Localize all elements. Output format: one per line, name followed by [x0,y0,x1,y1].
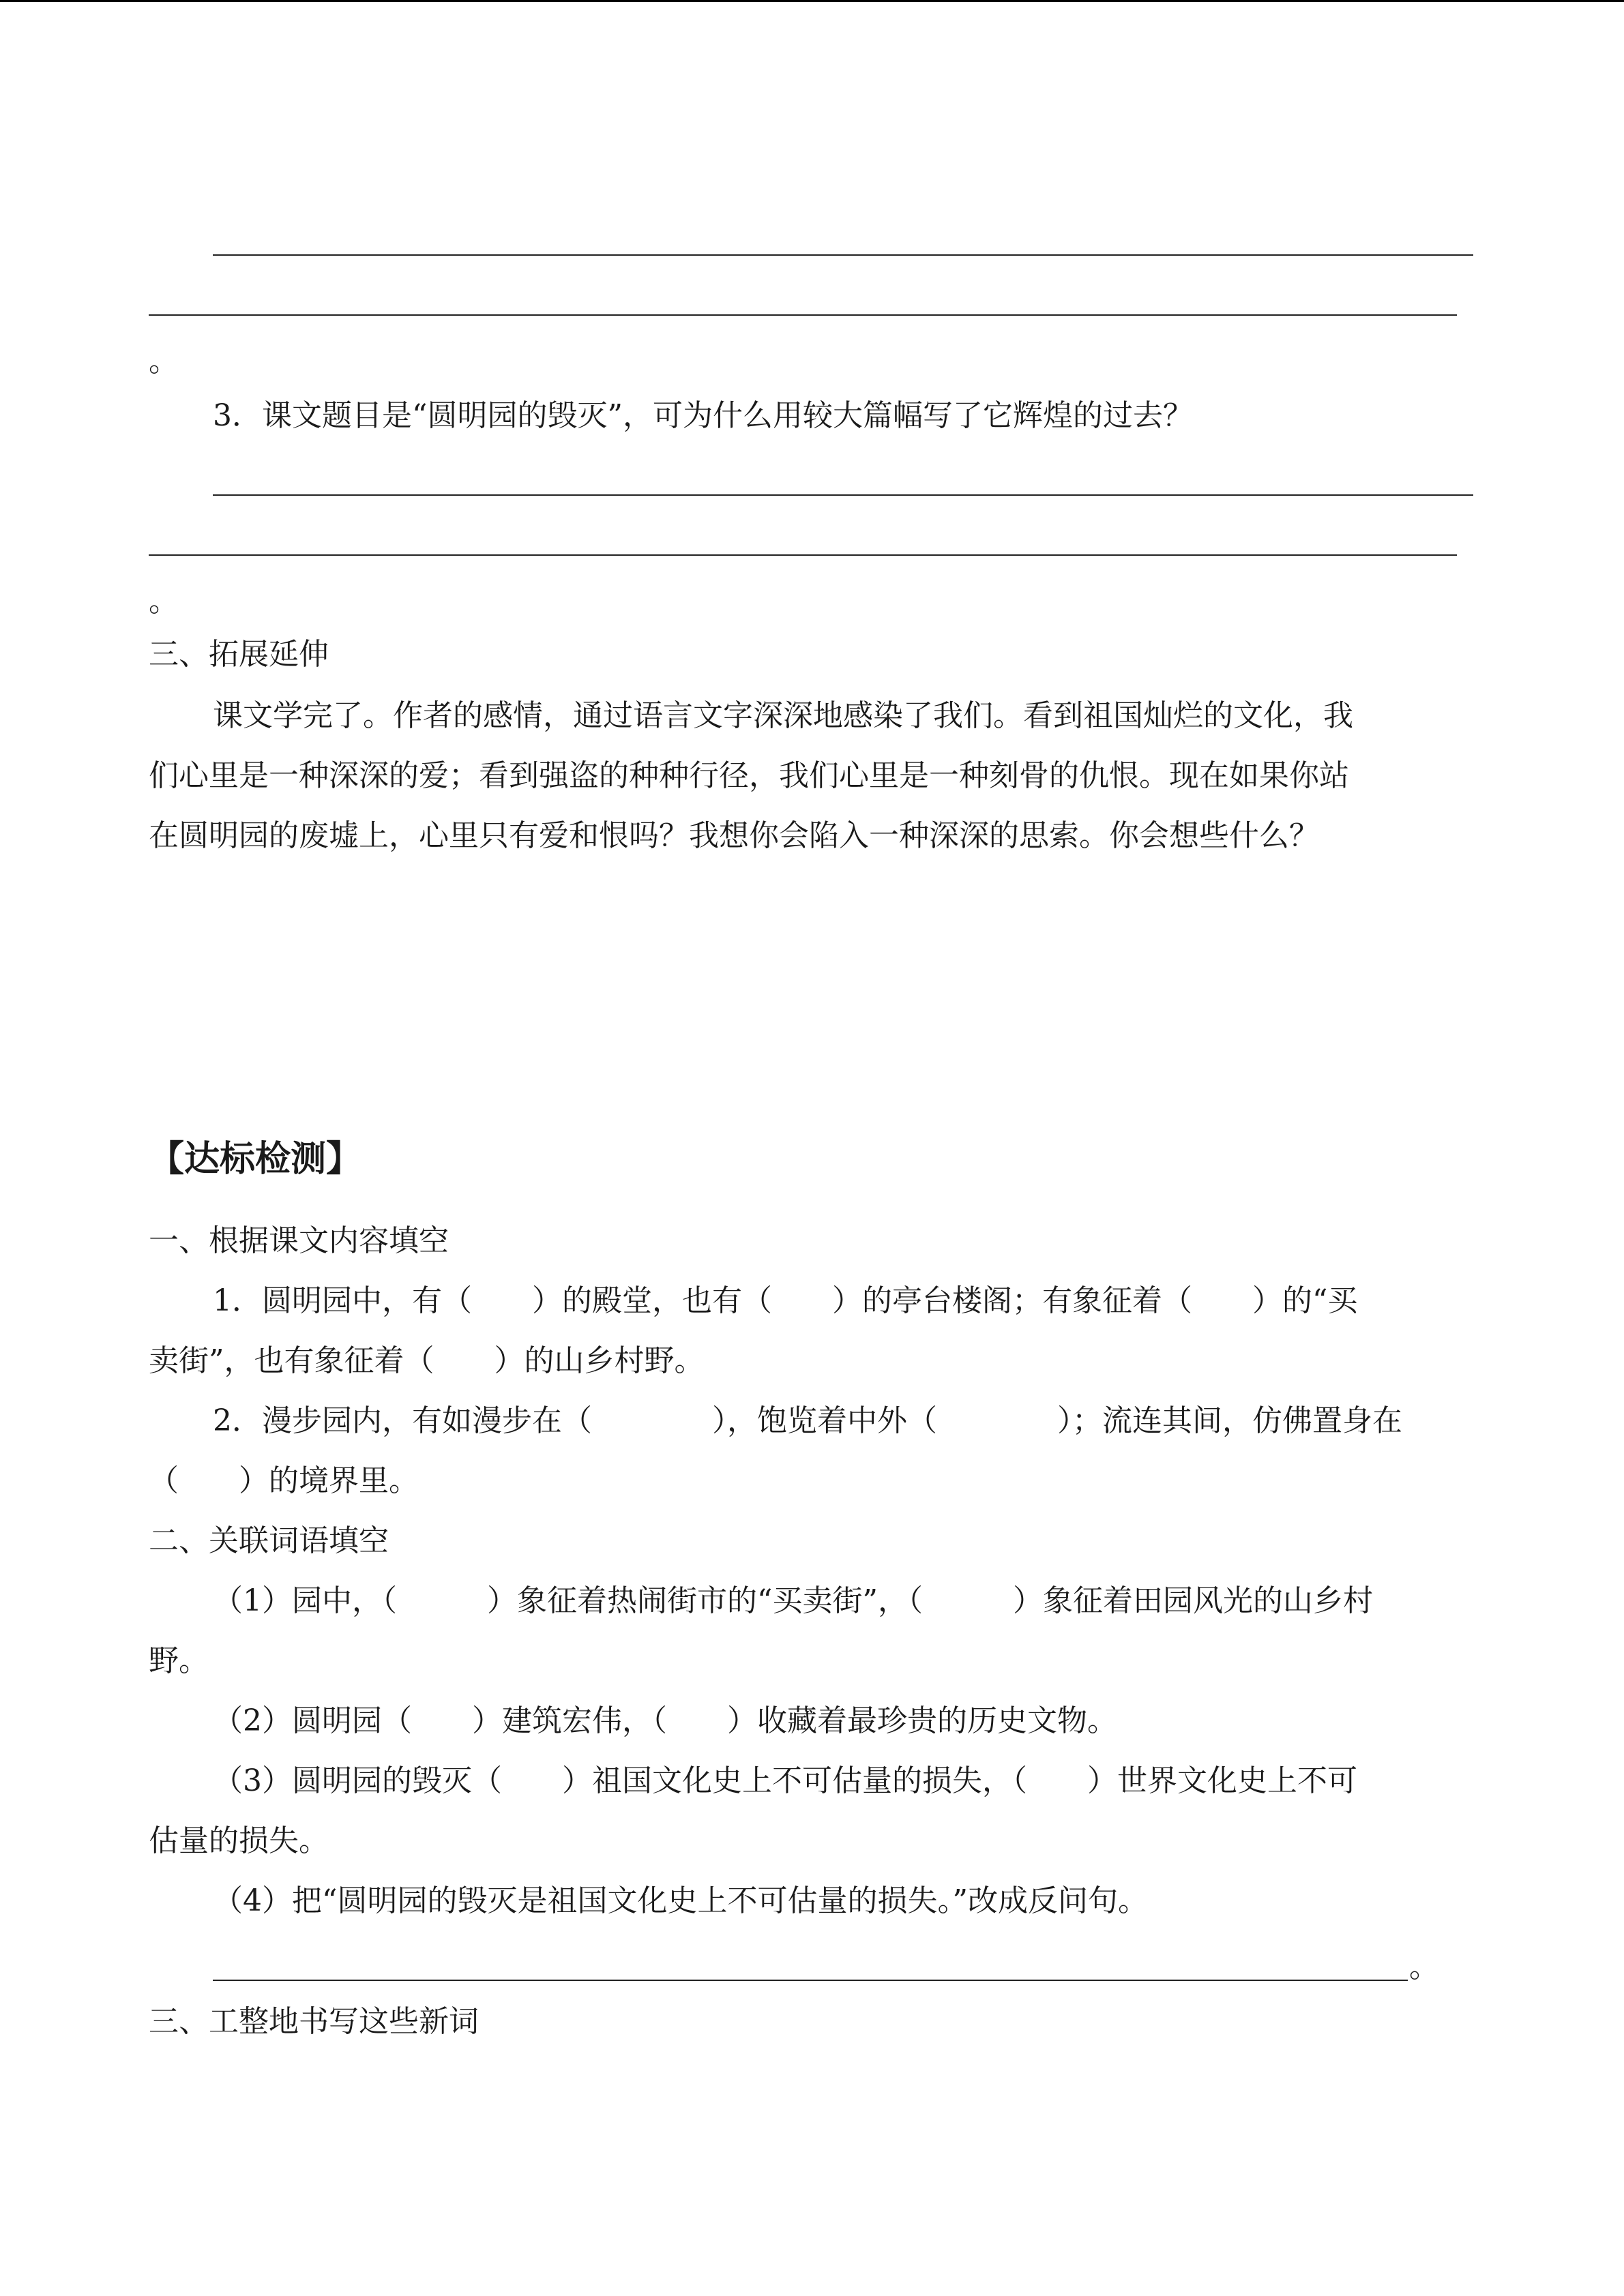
paragraph-line: 课文学完了。作者的感情，通过语言文字深深地感染了我们。看到祖国灿烂的文化，我 [213,698,1353,733]
question-3: 3．课文题目是“圆明园的毁灭”，可为什么用较大篇幅写了它辉煌的过去？ [213,398,1193,433]
question-line: （ ）的境界里。 [149,1463,419,1498]
section-heading: 三、工整地书写这些新词 [149,2004,479,2039]
page-top-border [0,0,1624,2]
period-mark: 。 [149,344,179,378]
question-line: 野。 [149,1643,209,1678]
period-mark: 。 [1409,1950,1439,1984]
paragraph-line: 们心里是一种深深的爱；看到强盗的种种行径，我们心里是一种刻骨的仇恨。现在如果你站 [149,758,1349,793]
answer-line[interactable] [213,254,1473,256]
answer-line[interactable] [149,554,1457,556]
paragraph-line: 在圆明园的废墟上，心里只有爱和恨吗？我想你会陷入一种深深的思索。你会想些什么？ [149,818,1319,853]
question-line: （3）圆明园的毁灭（ ）祖国文化史上不可估量的损失，（ ）世界文化史上不可 [213,1763,1357,1798]
answer-line[interactable] [149,314,1457,316]
answer-line[interactable] [213,494,1473,496]
question-line: 1．圆明园中，有（ ）的殿堂，也有（ ）的亭台楼阁；有象征着（ ）的“买 [213,1283,1358,1318]
section-title: 【达标检测】 [149,1138,362,1180]
section-heading: 三、拓展延伸 [149,637,329,672]
question-line: （1）园中，（ ）象征着热闹街市的“买卖街”，（ ）象征着田园风光的山乡村 [213,1583,1373,1618]
question-line: 卖街”，也有象征着（ ）的山乡村野。 [149,1343,705,1378]
question-line: 估量的损失。 [149,1823,329,1858]
section-heading: 一、根据课文内容填空 [149,1223,449,1258]
period-mark: 。 [149,584,179,618]
question-line: （2）圆明园（ ）建筑宏伟，（ ）收藏着最珍贵的历史文物。 [213,1703,1117,1738]
question-line: 2．漫步园内，有如漫步在（ ），饱览着中外（ ）；流连其间，仿佛置身在 [213,1403,1402,1438]
section-heading: 二、关联词语填空 [149,1523,389,1558]
answer-line[interactable] [213,1980,1408,1981]
question-line: （4）把“圆明园的毁灭是祖国文化史上不可估量的损失。”改成反问句。 [213,1883,1148,1918]
